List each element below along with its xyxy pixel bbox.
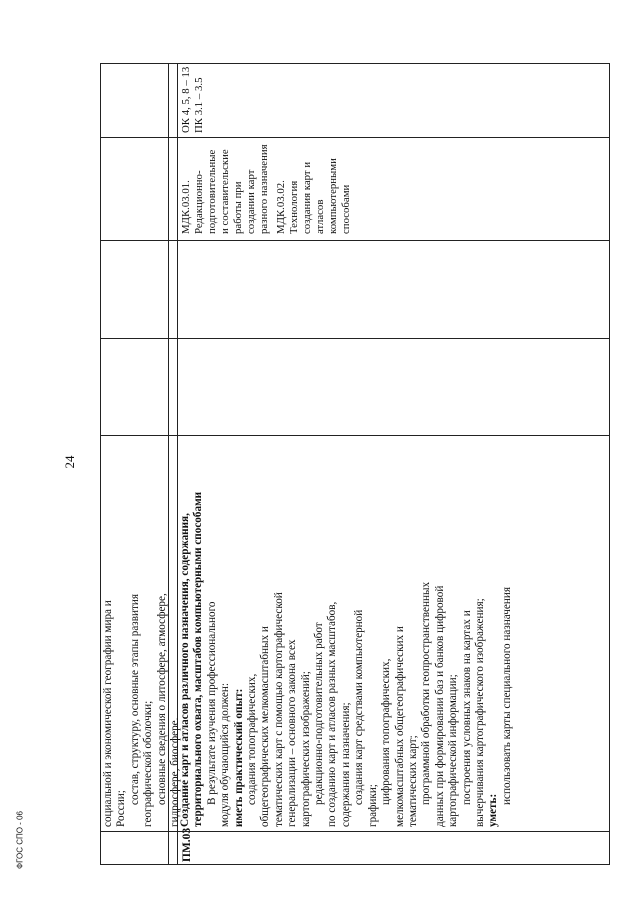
- text-line: программной обработки геопространственных: [420, 581, 433, 805]
- text-line: общегеографических мелкомасштабных и: [259, 626, 272, 827]
- mdk-cell: [178, 138, 609, 238]
- competencies-cell: [178, 62, 609, 137]
- text-line: цифрования топографических,: [380, 658, 393, 805]
- text-line: основные сведения о литосфере, атмосфере,: [155, 593, 168, 805]
- module-code: ПМ.03: [181, 827, 193, 862]
- professional-competencies: ПК 3.1 – 3.5: [193, 77, 205, 133]
- text-line: иметь практический опыт:: [232, 688, 245, 827]
- mdk-03-01: МДК.03.01. Редакционно-подготовительные и составительские работы при создании карт разного назначения: [180, 144, 270, 234]
- text-line: тематических карт;: [406, 735, 419, 827]
- text-line: тематических карт с помощью картографической: [272, 592, 285, 827]
- text-line: уметь:: [487, 793, 500, 827]
- text-line: В результате изучения профессионального: [205, 601, 218, 805]
- column-divider: [101, 338, 609, 339]
- text-line: генерализации – основного закона всех: [286, 639, 299, 827]
- text-line: России;: [115, 790, 128, 827]
- text-line: картографических изображений;: [299, 671, 312, 827]
- page-number: 24: [62, 455, 77, 469]
- text-line: картографической информации;: [447, 674, 460, 827]
- text-line: создания топографических,: [246, 673, 259, 805]
- text-line: мелкомасштабных общегеографических и: [393, 626, 406, 827]
- footer-code: ФГОС СПО - 06: [15, 811, 25, 869]
- text-line: использовать карты специального назначения: [500, 586, 513, 805]
- text-line: вычерчивания картографического изображения;: [473, 598, 486, 827]
- column-divider: [101, 240, 609, 241]
- text-line: данных при формировании баз и банков цифровой: [433, 585, 446, 827]
- text-line: модуля обучающийся должен:: [219, 683, 232, 827]
- text-line: создания карт средствами компьютерной: [353, 609, 366, 805]
- text-line: состав, структуру, основные этапы развития: [128, 593, 141, 805]
- text-line: графики;: [366, 784, 379, 827]
- text-line: по созданию карт и атласов разных масштабов,: [326, 601, 339, 827]
- general-competencies: ОК 4, 5, 8 – 13: [180, 66, 192, 133]
- rotated-page-content: [100, 63, 610, 865]
- module-content-cell: [178, 436, 609, 831]
- text-line: гидросфере, биосфере.: [169, 717, 182, 827]
- text-line: содержания и назначения;: [339, 702, 352, 827]
- text-line: редакционно-подготовительных работ: [313, 622, 326, 805]
- text-line: построения условных знаков на картах и: [460, 610, 473, 805]
- curriculum-table: [100, 63, 610, 865]
- text-line: географической оболочки;: [142, 700, 155, 827]
- module-title: Создание карт и атласов различного назначения, содержания, территориального охвата, масштабов компьютерными способами: [179, 491, 205, 827]
- top-row-knowledge-cell: [101, 436, 182, 831]
- text-line: социальной и экономической географии мира и: [102, 600, 114, 827]
- mdk-03-02: МДК.03.02. Технология создания карт и атласов компьютерными способами: [275, 158, 352, 234]
